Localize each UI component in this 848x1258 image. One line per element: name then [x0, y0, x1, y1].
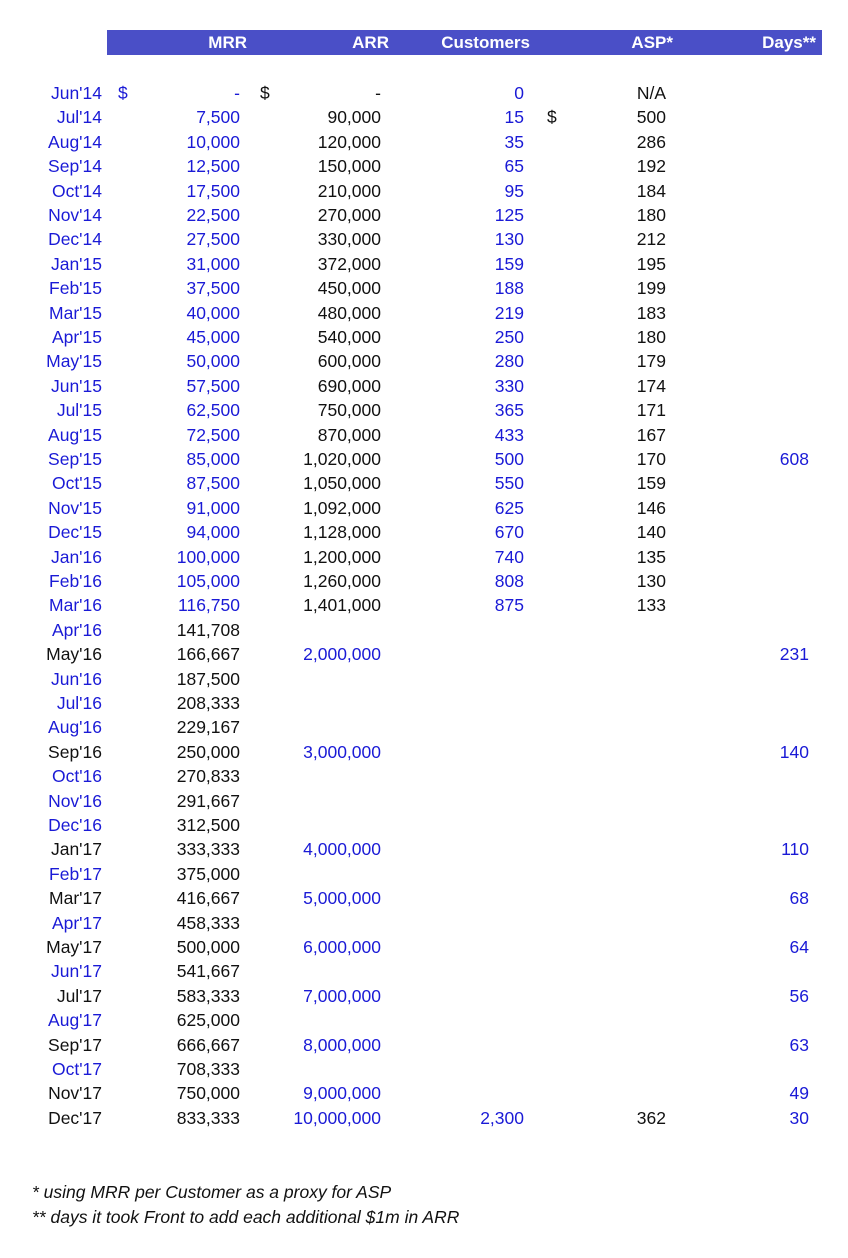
asp-cell: 212: [636, 229, 666, 250]
arr-cell: 1,401,000: [303, 595, 381, 616]
table-row: [0, 327, 848, 351]
customers-cell: 670: [494, 522, 524, 543]
mrr-cell: 141,708: [176, 619, 240, 640]
table-row: [0, 815, 848, 839]
header-mrr: MRR: [208, 33, 247, 52]
asp-cell: 199: [636, 278, 666, 299]
month-cell: Jul'17: [56, 985, 102, 1006]
table-row: [0, 1035, 848, 1059]
days-cell: 49: [789, 1083, 809, 1104]
mrr-cell: 45,000: [186, 327, 240, 347]
header-days: Days**: [762, 33, 816, 52]
customers-cell: 188: [494, 278, 524, 299]
month-cell: Oct'17: [51, 1059, 102, 1079]
customers-cell: 808: [494, 571, 524, 591]
table-row: [0, 595, 848, 619]
month-cell: Nov'17: [48, 1083, 102, 1104]
table-row: [0, 132, 848, 156]
table-row: [0, 864, 848, 888]
month-cell: Oct'16: [51, 766, 102, 787]
table-row: [0, 1010, 848, 1034]
header-customers: Customers: [441, 33, 530, 52]
arr-cell: 540,000: [317, 327, 381, 347]
mrr-cell: 750,000: [176, 1083, 240, 1104]
arr-cell: 9,000,000: [303, 1083, 381, 1104]
arr-cell: 7,000,000: [303, 985, 381, 1006]
table-row: [0, 376, 848, 400]
days-cell: 110: [781, 839, 809, 860]
month-cell: Aug'15: [48, 424, 102, 445]
mrr-cell: 40,000: [186, 302, 240, 323]
month-cell: Dec'17: [48, 1107, 102, 1128]
arr-cell: 690,000: [317, 375, 381, 396]
month-cell: Oct'14: [51, 180, 102, 201]
asp-dollar-sign: $: [547, 107, 557, 128]
mrr-cell: 50,000: [186, 351, 240, 372]
table-header-bar: [107, 30, 822, 55]
customers-cell: 330: [494, 375, 524, 396]
month-cell: Jan'17: [50, 839, 102, 860]
mrr-cell: 416,667: [176, 888, 240, 909]
month-cell: Jul'16: [56, 693, 102, 713]
table-row: [0, 303, 848, 327]
asp-cell: 183: [636, 302, 666, 323]
mrr-cell: 37,500: [186, 278, 240, 299]
table-row: [0, 83, 848, 107]
table-row: [0, 425, 848, 449]
days-cell: 30: [789, 1107, 809, 1128]
customers-cell: 433: [494, 424, 524, 445]
month-cell: Mar'15: [49, 302, 102, 323]
customers-cell: 250: [494, 327, 524, 347]
customers-cell: 130: [494, 229, 524, 250]
table-row: [0, 278, 848, 302]
customers-cell: 219: [494, 302, 524, 323]
month-cell: Sep'16: [48, 741, 102, 762]
month-cell: Jun'17: [50, 961, 102, 982]
mrr-cell: 458,333: [176, 912, 240, 933]
mrr-cell: 105,000: [176, 571, 240, 591]
asp-cell: 135: [636, 546, 666, 567]
arr-cell: 10,000,000: [293, 1107, 381, 1128]
customers-cell: 15: [504, 107, 524, 128]
table-row: [0, 156, 848, 180]
table-row: [0, 961, 848, 985]
arr-cell: 450,000: [317, 278, 381, 299]
month-cell: Apr'15: [51, 327, 102, 347]
mrr-cell: 333,333: [176, 839, 240, 860]
mrr-cell: 10,000: [186, 131, 240, 152]
asp-cell: 171: [636, 400, 666, 421]
table-row: [0, 888, 848, 912]
mrr-cell: 17,500: [186, 180, 240, 201]
mrr-cell: 208,333: [176, 693, 240, 713]
mrr-dollar-sign: $: [118, 83, 128, 103]
arr-cell: 150,000: [317, 156, 381, 177]
mrr-cell: 27,500: [186, 229, 240, 250]
month-cell: Aug'16: [48, 717, 102, 738]
mrr-cell: 72,500: [186, 424, 240, 445]
month-cell: Feb'16: [49, 571, 102, 591]
table-row: [0, 791, 848, 815]
mrr-cell: 312,500: [176, 815, 240, 835]
asp-cell: 180: [636, 205, 666, 225]
table-row: [0, 205, 848, 229]
mrr-cell: 7,500: [196, 107, 240, 128]
asp-cell: 362: [636, 1107, 666, 1128]
asp-cell: 500: [636, 107, 666, 128]
table-row: [0, 522, 848, 546]
mrr-cell: 31,000: [186, 253, 240, 274]
arr-dollar-sign: $: [260, 83, 270, 103]
customers-cell: 625: [494, 497, 524, 518]
table-row: [0, 669, 848, 693]
table-row: [0, 717, 848, 741]
month-cell: Jun'14: [50, 83, 102, 103]
mrr-cell: 187,500: [176, 668, 240, 689]
month-cell: Nov'15: [48, 497, 102, 518]
asp-cell: 146: [636, 497, 666, 518]
customers-cell: 159: [494, 253, 524, 274]
arr-cell: 120,000: [317, 131, 381, 152]
month-cell: Aug'14: [48, 131, 102, 152]
customers-cell: 2,300: [480, 1107, 524, 1128]
table-row: [0, 1108, 848, 1132]
customers-cell: 0: [514, 83, 524, 103]
arr-cell: 1,050,000: [303, 473, 381, 494]
month-cell: May'17: [46, 937, 102, 957]
mrr-cell: 12,500: [186, 156, 240, 177]
asp-cell: 184: [636, 180, 666, 201]
arr-cell: -: [375, 83, 381, 103]
table-row: [0, 1059, 848, 1083]
month-cell: Jul'15: [56, 400, 102, 421]
mrr-cell: -: [234, 83, 240, 103]
asp-cell: N/A: [636, 83, 666, 103]
table-row: [0, 400, 848, 424]
month-cell: Dec'14: [48, 229, 102, 250]
mrr-cell: 270,833: [176, 766, 240, 787]
arr-cell: 1,020,000: [303, 449, 381, 469]
table-row: [0, 742, 848, 766]
month-cell: Sep'14: [48, 156, 102, 177]
mrr-cell: 708,333: [176, 1059, 240, 1079]
arr-cell: 90,000: [327, 107, 381, 128]
month-cell: May'15: [46, 351, 102, 372]
month-cell: Aug'17: [48, 1010, 102, 1031]
arr-cell: 6,000,000: [303, 937, 381, 957]
arr-cell: 270,000: [317, 205, 381, 225]
arr-cell: 1,092,000: [303, 497, 381, 518]
table-row: [0, 644, 848, 668]
mrr-cell: 500,000: [176, 937, 240, 957]
asp-cell: 140: [636, 522, 666, 543]
asp-cell: 195: [636, 253, 666, 274]
table-row: [0, 498, 848, 522]
asp-cell: 167: [636, 424, 666, 445]
mrr-cell: 229,167: [176, 717, 240, 738]
days-cell: 56: [789, 985, 809, 1006]
footnote-asp: * using MRR per Customer as a proxy for ASP: [32, 1182, 392, 1202]
mrr-cell: 22,500: [186, 205, 240, 225]
table-row: [0, 1083, 848, 1107]
customers-cell: 550: [494, 473, 524, 494]
table-row: [0, 571, 848, 595]
month-cell: May'16: [46, 644, 102, 665]
asp-cell: 179: [636, 351, 666, 372]
month-cell: Jan'15: [50, 253, 102, 274]
month-cell: Nov'14: [48, 205, 102, 225]
month-cell: Sep'15: [48, 449, 102, 469]
mrr-cell: 833,333: [176, 1107, 240, 1128]
mrr-cell: 100,000: [176, 546, 240, 567]
arr-cell: 600,000: [317, 351, 381, 372]
table-row: [0, 473, 848, 497]
table-row: [0, 547, 848, 571]
table-row: [0, 107, 848, 131]
customers-cell: 35: [504, 131, 524, 152]
days-cell: 140: [779, 741, 809, 762]
table-row: [0, 986, 848, 1010]
days-cell: 63: [789, 1034, 809, 1055]
customers-cell: 740: [494, 546, 524, 567]
days-cell: 608: [779, 449, 809, 469]
mrr-cell: 666,667: [176, 1034, 240, 1055]
arr-cell: 1,260,000: [303, 571, 381, 591]
customers-cell: 875: [494, 595, 524, 616]
table-row: [0, 620, 848, 644]
arr-cell: 330,000: [317, 229, 381, 250]
month-cell: Sep'17: [48, 1034, 102, 1055]
customers-cell: 365: [494, 400, 524, 421]
month-cell: Nov'16: [48, 790, 102, 811]
asp-cell: 174: [636, 375, 666, 396]
mrr-cell: 91,000: [186, 497, 240, 518]
table-row: [0, 839, 848, 863]
table-row: [0, 913, 848, 937]
month-cell: Mar'17: [49, 888, 102, 909]
customers-cell: 95: [504, 180, 524, 201]
arr-cell: 480,000: [317, 302, 381, 323]
month-cell: Apr'17: [51, 912, 102, 933]
table-row: [0, 693, 848, 717]
mrr-cell: 62,500: [186, 400, 240, 421]
mrr-cell: 85,000: [186, 449, 240, 469]
mrr-cell: 375,000: [176, 863, 240, 884]
table-row: [0, 229, 848, 253]
mrr-cell: 166,667: [176, 644, 240, 665]
asp-cell: 133: [636, 595, 666, 616]
mrr-cell: 116,750: [178, 595, 240, 616]
arr-cell: 750,000: [317, 400, 381, 421]
mrr-cell: 583,333: [176, 985, 240, 1006]
month-cell: Feb'15: [49, 278, 102, 299]
arr-cell: 2,000,000: [303, 644, 381, 665]
month-cell: Jun'15: [50, 375, 102, 396]
asp-cell: 192: [636, 156, 666, 177]
month-cell: Jul'14: [56, 107, 102, 128]
mrr-cell: 94,000: [186, 522, 240, 543]
asp-cell: 130: [636, 571, 666, 591]
asp-cell: 170: [636, 449, 666, 469]
days-cell: 231: [779, 644, 809, 665]
month-cell: Dec'16: [48, 815, 102, 835]
table-row: [0, 937, 848, 961]
table-row: [0, 766, 848, 790]
footnotes: [32, 1180, 459, 1230]
month-cell: Jan'16: [50, 546, 102, 567]
mrr-cell: 57,500: [186, 375, 240, 396]
asp-cell: 180: [636, 327, 666, 347]
mrr-cell: 541,667: [176, 961, 240, 982]
table-row: [0, 181, 848, 205]
month-cell: Jun'16: [50, 668, 102, 689]
month-cell: Feb'17: [49, 863, 102, 884]
arr-cell: 210,000: [317, 180, 381, 201]
table-row: [0, 254, 848, 278]
month-cell: Dec'15: [48, 522, 102, 543]
customers-cell: 65: [504, 156, 524, 177]
customers-cell: 280: [494, 351, 524, 372]
month-cell: Oct'15: [51, 473, 102, 494]
footnote-days: ** days it took Front to add each additional $1m in ARR: [32, 1207, 460, 1227]
arr-cell: 8,000,000: [303, 1034, 381, 1055]
mrr-cell: 625,000: [176, 1010, 240, 1031]
days-cell: 68: [789, 888, 809, 909]
month-cell: Apr'16: [51, 619, 102, 640]
table-row: [0, 449, 848, 473]
arr-cell: 870,000: [317, 424, 381, 445]
header-asp: ASP*: [631, 33, 673, 52]
arr-cell: 1,200,000: [303, 546, 381, 567]
customers-cell: 500: [494, 449, 524, 469]
days-cell: 64: [789, 937, 809, 957]
customers-cell: 125: [494, 205, 524, 225]
header-arr: ARR: [352, 33, 389, 52]
mrr-cell: 87,500: [186, 473, 240, 494]
arr-cell: 372,000: [317, 253, 381, 274]
asp-cell: 286: [636, 131, 666, 152]
arr-cell: 4,000,000: [303, 839, 381, 860]
mrr-cell: 291,667: [176, 790, 240, 811]
arr-cell: 5,000,000: [303, 888, 381, 909]
arr-cell: 3,000,000: [303, 741, 381, 762]
mrr-cell: 250,000: [176, 741, 240, 762]
table-row: [0, 351, 848, 375]
month-cell: Mar'16: [49, 595, 102, 616]
asp-cell: 159: [636, 473, 666, 494]
arr-cell: 1,128,000: [303, 522, 381, 543]
